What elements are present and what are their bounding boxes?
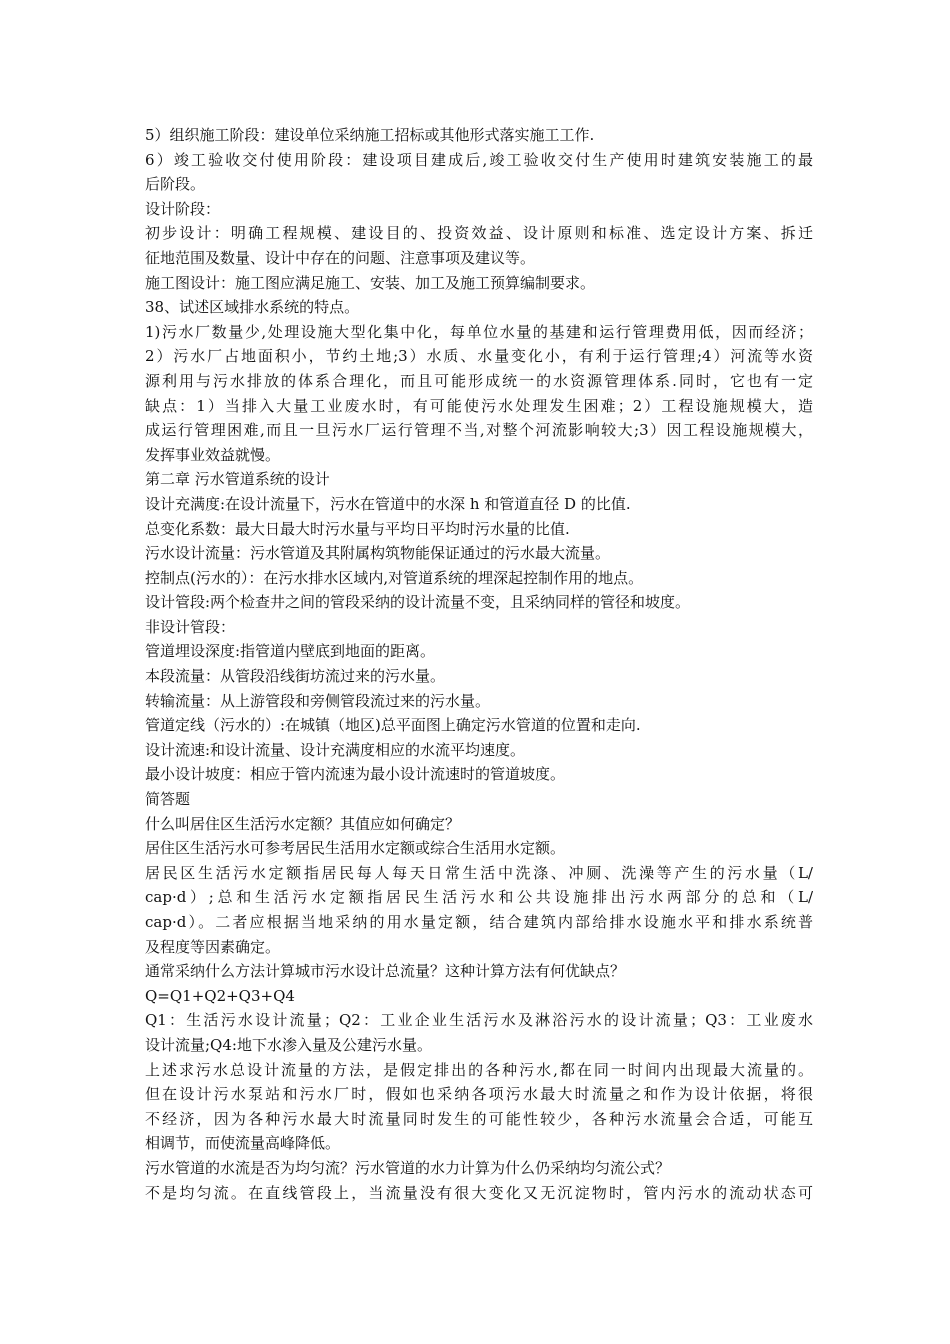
text-line: 最小设计坡度：相应于管内流速为最小设计流速时的管道坡度。 xyxy=(145,765,566,784)
text-line: 设计充满度:在设计流量下，污水在管道中的水深 h 和管道直径 D 的比值. xyxy=(145,494,631,513)
document-body xyxy=(145,123,813,1205)
text-line: 相调节，而使流量高峰降低。 xyxy=(145,1134,341,1153)
text-line: 6）竣工验收交付使用阶段：建设项目建成后,竣工验收交付生产使用时建筑安装施工的最 xyxy=(145,150,813,169)
text-line: 总变化系数：最大日最大时污水量与平均日平均时污水量的比值. xyxy=(145,519,570,538)
text-line: 38、试述区域排水系统的特点。 xyxy=(145,298,360,317)
text-line: 居住区生活污水可参考居民生活用水定额或综合生活用水定额。 xyxy=(145,839,566,858)
text-line: 污水管道的水流是否为均匀流？污水管道的水力计算为什么仍采纳均匀流公式？ xyxy=(145,1158,671,1177)
text-line: 简答题 xyxy=(145,790,191,809)
text-line: Q1：生活污水设计流量；Q2：工业企业生活污水及淋浴污水的设计流量；Q3：工业废水 xyxy=(145,1011,813,1030)
text-line: 1)污水厂数量少,处理设施大型化集中化，每单位水量的基建和运行管理费用低，因而经济； xyxy=(145,322,813,341)
text-line: 成运行管理困难,而且一旦污水厂运行管理不当,对整个河流影响较大;3）因工程设施规模大， xyxy=(145,421,813,440)
text-line: 初步设计：明确工程规模、建设目的、投资效益、设计原则和标准、选定设计方案、拆迁 xyxy=(145,224,813,243)
text-line: 源利用与污水排放的体系合理化，而且可能形成统一的水资源管理体系.同时，它也有一定 xyxy=(145,371,813,390)
text-line: 及程度等因素确定。 xyxy=(145,937,281,956)
text-line: 不经济，因为各种污水最大时流量同时发生的可能性较少，各种污水流量会合适，可能互 xyxy=(145,1109,813,1128)
text-line: 第二章 污水管道系统的设计 xyxy=(145,470,330,489)
text-line: 管道定线（污水的）:在城镇（地区)总平面图上确定污水管道的位置和走向. xyxy=(145,716,641,735)
text-line: 管道埋设深度:指管道内壁底到地面的距离。 xyxy=(145,642,436,661)
text-line: Q=Q1+Q2+Q3+Q4 xyxy=(145,986,295,1005)
text-line: 但在设计污水泵站和污水厂时，假如也采纳各项污水最大时流量之和作为设计依据，将很 xyxy=(145,1085,813,1104)
text-line: 转输流量：从上游管段和旁侧管段流过来的污水量。 xyxy=(145,691,491,710)
text-line: 征地范围及数量、设计中存在的问题、注意事项及建议等。 xyxy=(145,248,536,267)
text-line: 通常采纳什么方法计算城市污水设计总流量？这种计算方法有何优缺点？ xyxy=(145,962,626,981)
text-line: 非设计管段： xyxy=(145,617,236,636)
text-line: 居民区生活污水定额指居民每人每天日常生活中洗涤、冲厕、洗澡等产生的污水量（L/ xyxy=(145,863,813,882)
text-line: 本段流量：从管段沿线街坊流过来的污水量。 xyxy=(145,667,446,686)
text-line: 施工图设计：施工图应满足施工、安装、加工及施工预算编制要求。 xyxy=(145,273,596,292)
text-line: cap·d）;总和生活污水定额指居民生活污水和公共设施排出污水两部分的总和（L/ xyxy=(145,888,813,907)
text-line: 控制点(污水的）：在污水排水区域内,对管道系统的埋深起控制作用的地点。 xyxy=(145,568,644,587)
text-line: 设计流量;Q4:地下水渗入量及公建污水量。 xyxy=(145,1035,432,1054)
text-line: 后阶段。 xyxy=(145,175,206,194)
text-line: 2）污水厂占地面积小，节约土地;3）水质、水量变化小，有利于运行管理;4）河流等水资 xyxy=(145,347,813,366)
text-line: 5）组织施工阶段：建设单位采纳施工招标或其他形式落实施工工作. xyxy=(145,126,595,144)
text-line: cap·d）。二者应根据当地采纳的用水量定额，结合建筑内部给排水设施水平和排水系统普 xyxy=(145,913,813,931)
text-line: 发挥事业效益就慢。 xyxy=(145,445,281,464)
text-line: 上述求污水总设计流量的方法，是假定排出的各种污水,都在同一时间内出现最大流量的。 xyxy=(145,1060,813,1079)
text-line: 什么叫居住区生活污水定额？其值应如何确定？ xyxy=(145,814,461,833)
text-line: 污水设计流量：污水管道及其附属构筑物能保证通过的污水最大流量。 xyxy=(145,544,611,563)
text-line: 不是均匀流。在直线管段上，当流量没有很大变化又无沉淀物时，管内污水的流动状态可 xyxy=(145,1183,813,1202)
text-line: 设计流速:和设计流量、设计充满度相应的水流平均速度。 xyxy=(145,740,526,759)
text-line: 缺点：1）当排入大量工业废水时，有可能使污水处理发生困难；2）工程设施规模大，造 xyxy=(145,396,813,415)
text-line: 设计阶段： xyxy=(145,199,221,218)
text-line: 设计管段:两个检查井之间的管段采纳的设计流量不变，且采纳同样的管径和坡度。 xyxy=(145,593,691,612)
